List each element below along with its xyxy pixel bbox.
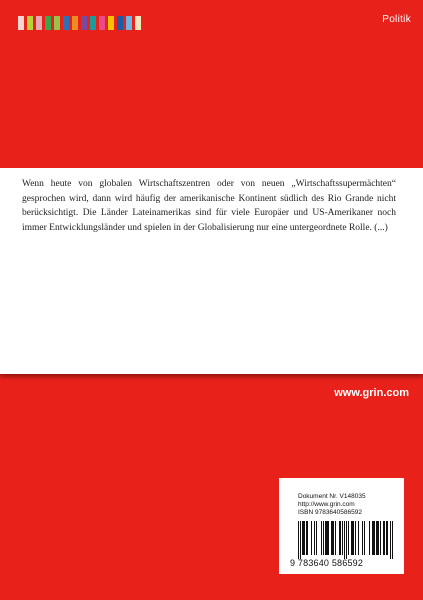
- barcode-bar: [326, 521, 327, 555]
- top-band: [0, 0, 423, 168]
- color-stripe: [45, 16, 51, 30]
- document-info: [298, 493, 366, 517]
- color-stripe: [72, 16, 78, 30]
- barcode-bar: [369, 521, 370, 555]
- barcode-bar: [327, 521, 328, 555]
- barcode-bar: [314, 521, 315, 555]
- barcode-bar: [307, 521, 308, 555]
- color-stripe: [81, 16, 87, 30]
- color-stripe: [117, 16, 123, 30]
- barcode-digits: 9 783640 586592: [290, 558, 364, 568]
- barcode-bar: [316, 521, 317, 555]
- barcode-bar: [331, 521, 332, 555]
- category-label: Politik: [382, 14, 411, 25]
- color-stripes: [18, 16, 144, 30]
- document-number: Dokument Nr. V148035: [298, 493, 366, 500]
- barcode-bar: [377, 521, 378, 555]
- barcode-bar: [304, 521, 305, 555]
- barcode-bar: [303, 521, 304, 555]
- barcode-bar: [353, 521, 354, 555]
- barcode-bar: [344, 521, 345, 559]
- barcode-bar: [333, 521, 334, 555]
- barcode-bar: [311, 521, 312, 555]
- barcode-bar: [358, 521, 359, 555]
- barcode-bar: [378, 521, 379, 555]
- color-stripe: [99, 16, 105, 30]
- barcode-bar: [302, 521, 303, 555]
- barcode-bar: [373, 521, 374, 555]
- barcode-bar: [362, 521, 363, 555]
- barcode-bar: [321, 521, 322, 555]
- barcode-bar: [392, 521, 393, 559]
- barcode-bar: [325, 521, 326, 555]
- barcode-bar: [348, 521, 349, 555]
- barcode-bar: [298, 521, 299, 559]
- barcode-bar: [374, 521, 375, 555]
- barcode-bar: [364, 521, 365, 555]
- blurb-panel: [0, 168, 423, 374]
- barcode-bar: [352, 521, 353, 555]
- barcode-bar: [383, 521, 384, 555]
- barcode-bar: [384, 521, 385, 555]
- color-stripe: [63, 16, 69, 30]
- document-url: http://www.grin.com: [298, 501, 355, 508]
- color-stripe: [54, 16, 60, 30]
- website-link[interactable]: www.grin.com: [334, 387, 409, 399]
- barcode-bar: [335, 521, 336, 555]
- color-stripe: [18, 16, 24, 30]
- barcode-bar: [339, 521, 340, 555]
- barcode-bar: [340, 521, 341, 555]
- barcode-bar: [300, 521, 301, 559]
- barcode-bar: [351, 521, 352, 555]
- barcode-bar: [342, 521, 343, 555]
- color-stripe: [90, 16, 96, 30]
- isbn-line: ISBN 9783640586592: [298, 509, 362, 516]
- barcode-bar: [380, 521, 381, 555]
- barcode-box: [279, 478, 404, 574]
- barcode-bar: [306, 521, 307, 555]
- barcode-bar: [323, 521, 324, 555]
- blurb-text: Wenn heute von globalen Wirtschaftszentren oder von neuen „Wirtschaftssupermächten“ gesprochen wird, dann wird häufig der amerikanische Kontinent südlich des Rio Grande nicht berücksichtigt. Die Länder Lateinamerikas sind für viele Europäer und US-Amerikaner noch immer Entwicklungsländer und spielen in der Globalisierung nur eine untergeordnete Rolle. (...): [22, 179, 396, 233]
- color-stripe: [135, 16, 141, 30]
- barcode-bar: [332, 521, 333, 555]
- color-stripe: [108, 16, 114, 30]
- color-stripe: [27, 16, 33, 30]
- color-stripe: [36, 16, 42, 30]
- barcode-bar: [372, 521, 373, 555]
- barcode-bar: [390, 521, 391, 559]
- barcode-bar: [346, 521, 347, 559]
- barcode-image: [298, 521, 393, 559]
- barcode-bar: [387, 521, 388, 555]
- barcode-bar: [376, 521, 377, 555]
- barcode-bar: [328, 521, 329, 555]
- barcode-bar: [355, 521, 356, 555]
- color-stripe: [126, 16, 132, 30]
- barcode-bar: [386, 521, 387, 555]
